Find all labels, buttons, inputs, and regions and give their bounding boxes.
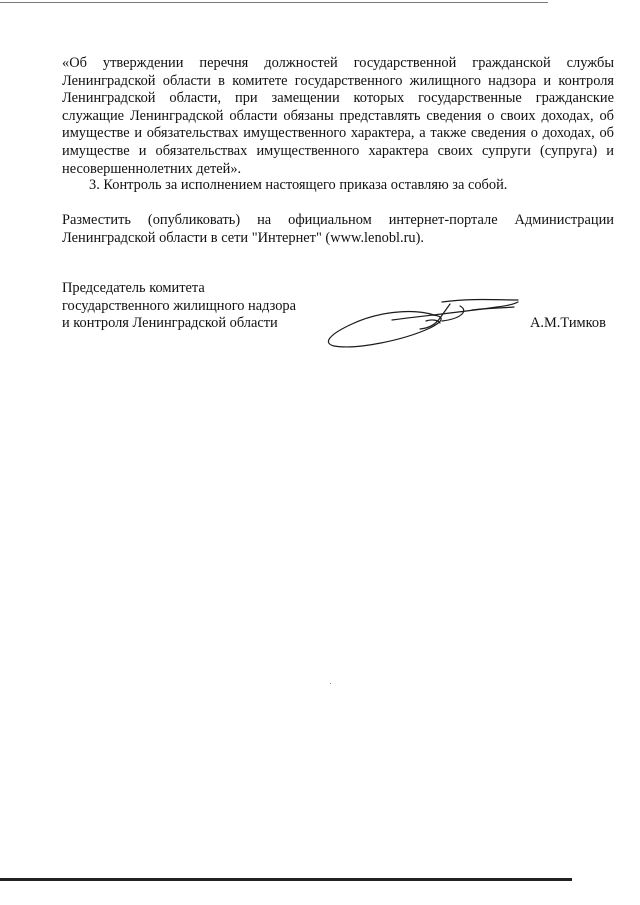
- scan-speck: [330, 683, 331, 684]
- signatory-position-block: [62, 280, 296, 333]
- signatory-position-line: государственного жилищного надзора: [62, 297, 297, 314]
- scan-bottom-edge-line: [0, 878, 572, 881]
- scan-top-edge-line: [0, 2, 548, 3]
- signatory-name: А.М.Тимков: [530, 315, 606, 331]
- handwritten-signature: [322, 290, 522, 360]
- signatory-position-line: и контроля Ленинградской области: [62, 315, 278, 332]
- quoted-order-title-paragraph: «Об утверждении перечня должностей государственной гражданской службы Ленинградской области в комитете государственного жилищного надзора и контроля Ленинградской области, при замещении которых государственные гражданские служащие Ленинградской области обязаны представлять сведения о своих доходах, об имуществе и обязательствах имущественного характера, а также сведения о доходах, об имуществе и обязательствах имущественного характера своих супруги (супруга) и несовершеннолетних детей».: [62, 55, 614, 177]
- publication-note-paragraph: Разместить (опубликовать) на официальном интернет-портале Администрации Ленинградской области в сети "Интернет" (www.lenobl.ru).: [62, 212, 614, 246]
- order-item-3-paragraph: 3. Контроль за исполнением настоящего приказа оставляю за собой.: [89, 177, 508, 193]
- signatory-position-line: Председатель комитета: [62, 280, 205, 296]
